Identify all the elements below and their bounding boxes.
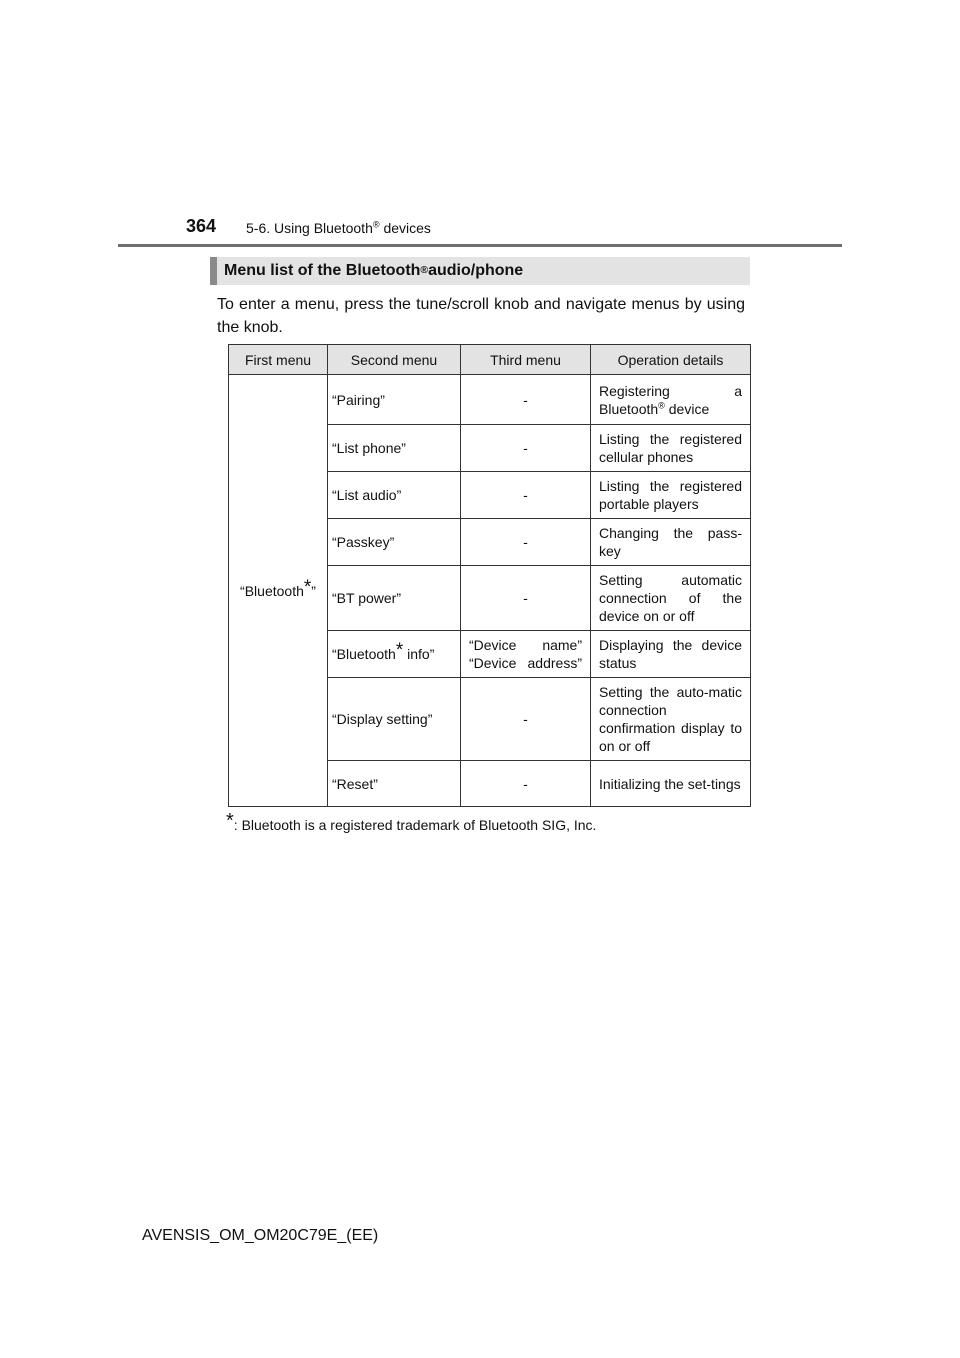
second-menu-cell: “Pairing” xyxy=(328,375,461,425)
intro-paragraph: To enter a menu, press the tune/scroll knob and navigate menus by using the knob. xyxy=(217,296,745,336)
section-header xyxy=(246,220,431,236)
third-menu-cell: - xyxy=(461,566,591,631)
first-menu-cell xyxy=(229,375,328,807)
second-menu-cell: “List audio” xyxy=(328,472,461,519)
second-menu-label-end: info” xyxy=(403,646,435,662)
first-menu-label-end: ” xyxy=(311,582,316,599)
third-menu-cell: - xyxy=(461,425,591,472)
header-rule xyxy=(118,244,842,247)
second-menu-cell: “Passkey” xyxy=(328,519,461,566)
details-text: Registering a Bluetooth xyxy=(599,382,742,417)
second-menu-cell: “List phone” xyxy=(328,425,461,472)
section-title-suffix: devices xyxy=(379,220,431,236)
footnote xyxy=(226,810,597,833)
asterisk-mark: * xyxy=(303,576,312,598)
third-menu-cell xyxy=(461,631,591,678)
details-cell: Setting the auto-matic connection confirmation display to on or off xyxy=(591,678,751,761)
column-header: First menu xyxy=(229,345,328,375)
third-menu-line: “Device name” xyxy=(469,637,582,653)
details-text-suffix: device xyxy=(664,400,710,417)
registered-mark: ® xyxy=(658,399,665,410)
page-number: 364 xyxy=(186,216,217,236)
third-menu-cell: - xyxy=(461,519,591,566)
registered-mark: ® xyxy=(372,219,380,230)
second-menu-cell xyxy=(328,631,461,678)
third-menu-cell: - xyxy=(461,375,591,425)
second-menu-cell: “BT power” xyxy=(328,566,461,631)
third-menu-cell: - xyxy=(461,761,591,807)
details-cell: Setting automatic connection of the device on or off xyxy=(591,566,751,631)
second-menu-cell: “Reset” xyxy=(328,761,461,807)
details-cell xyxy=(591,375,751,425)
third-menu-cell: - xyxy=(461,472,591,519)
column-header: Operation details xyxy=(591,345,751,375)
column-header: Second menu xyxy=(328,345,461,375)
first-menu-label: “Bluetooth xyxy=(240,582,304,599)
table-row xyxy=(229,375,751,425)
second-menu-label: “Bluetooth xyxy=(332,646,396,662)
details-cell: Listing the registered cellular phones xyxy=(591,425,751,472)
details-cell: Initializing the set-tings xyxy=(591,761,751,807)
second-menu-cell: “Display setting” xyxy=(328,678,461,761)
asterisk-mark: * xyxy=(395,640,404,661)
menu-table xyxy=(228,344,751,807)
details-cell: Displaying the device status xyxy=(591,631,751,678)
section-title: 5-6. Using Bluetooth xyxy=(246,220,373,236)
third-menu-cell: - xyxy=(461,678,591,761)
third-menu-line: “Device address” xyxy=(469,655,582,671)
section-heading: Menu list of the Bluetooth ® audio/phone xyxy=(210,257,750,285)
table-header-row xyxy=(229,345,751,375)
details-cell: Listing the registered portable players xyxy=(591,472,751,519)
details-cell: Changing the pass-key xyxy=(591,519,751,566)
heading-text-suffix: audio/phone xyxy=(428,262,524,279)
heading-text: Menu list of the Bluetooth xyxy=(224,262,421,279)
footnote-text: : Bluetooth is a registered trademark of Bluetooth SIG, Inc. xyxy=(233,817,597,833)
document-code: AVENSIS_OM_OM20C79E_(EE) xyxy=(142,1227,379,1244)
column-header: Third menu xyxy=(461,345,591,375)
asterisk-mark: * xyxy=(226,810,234,832)
